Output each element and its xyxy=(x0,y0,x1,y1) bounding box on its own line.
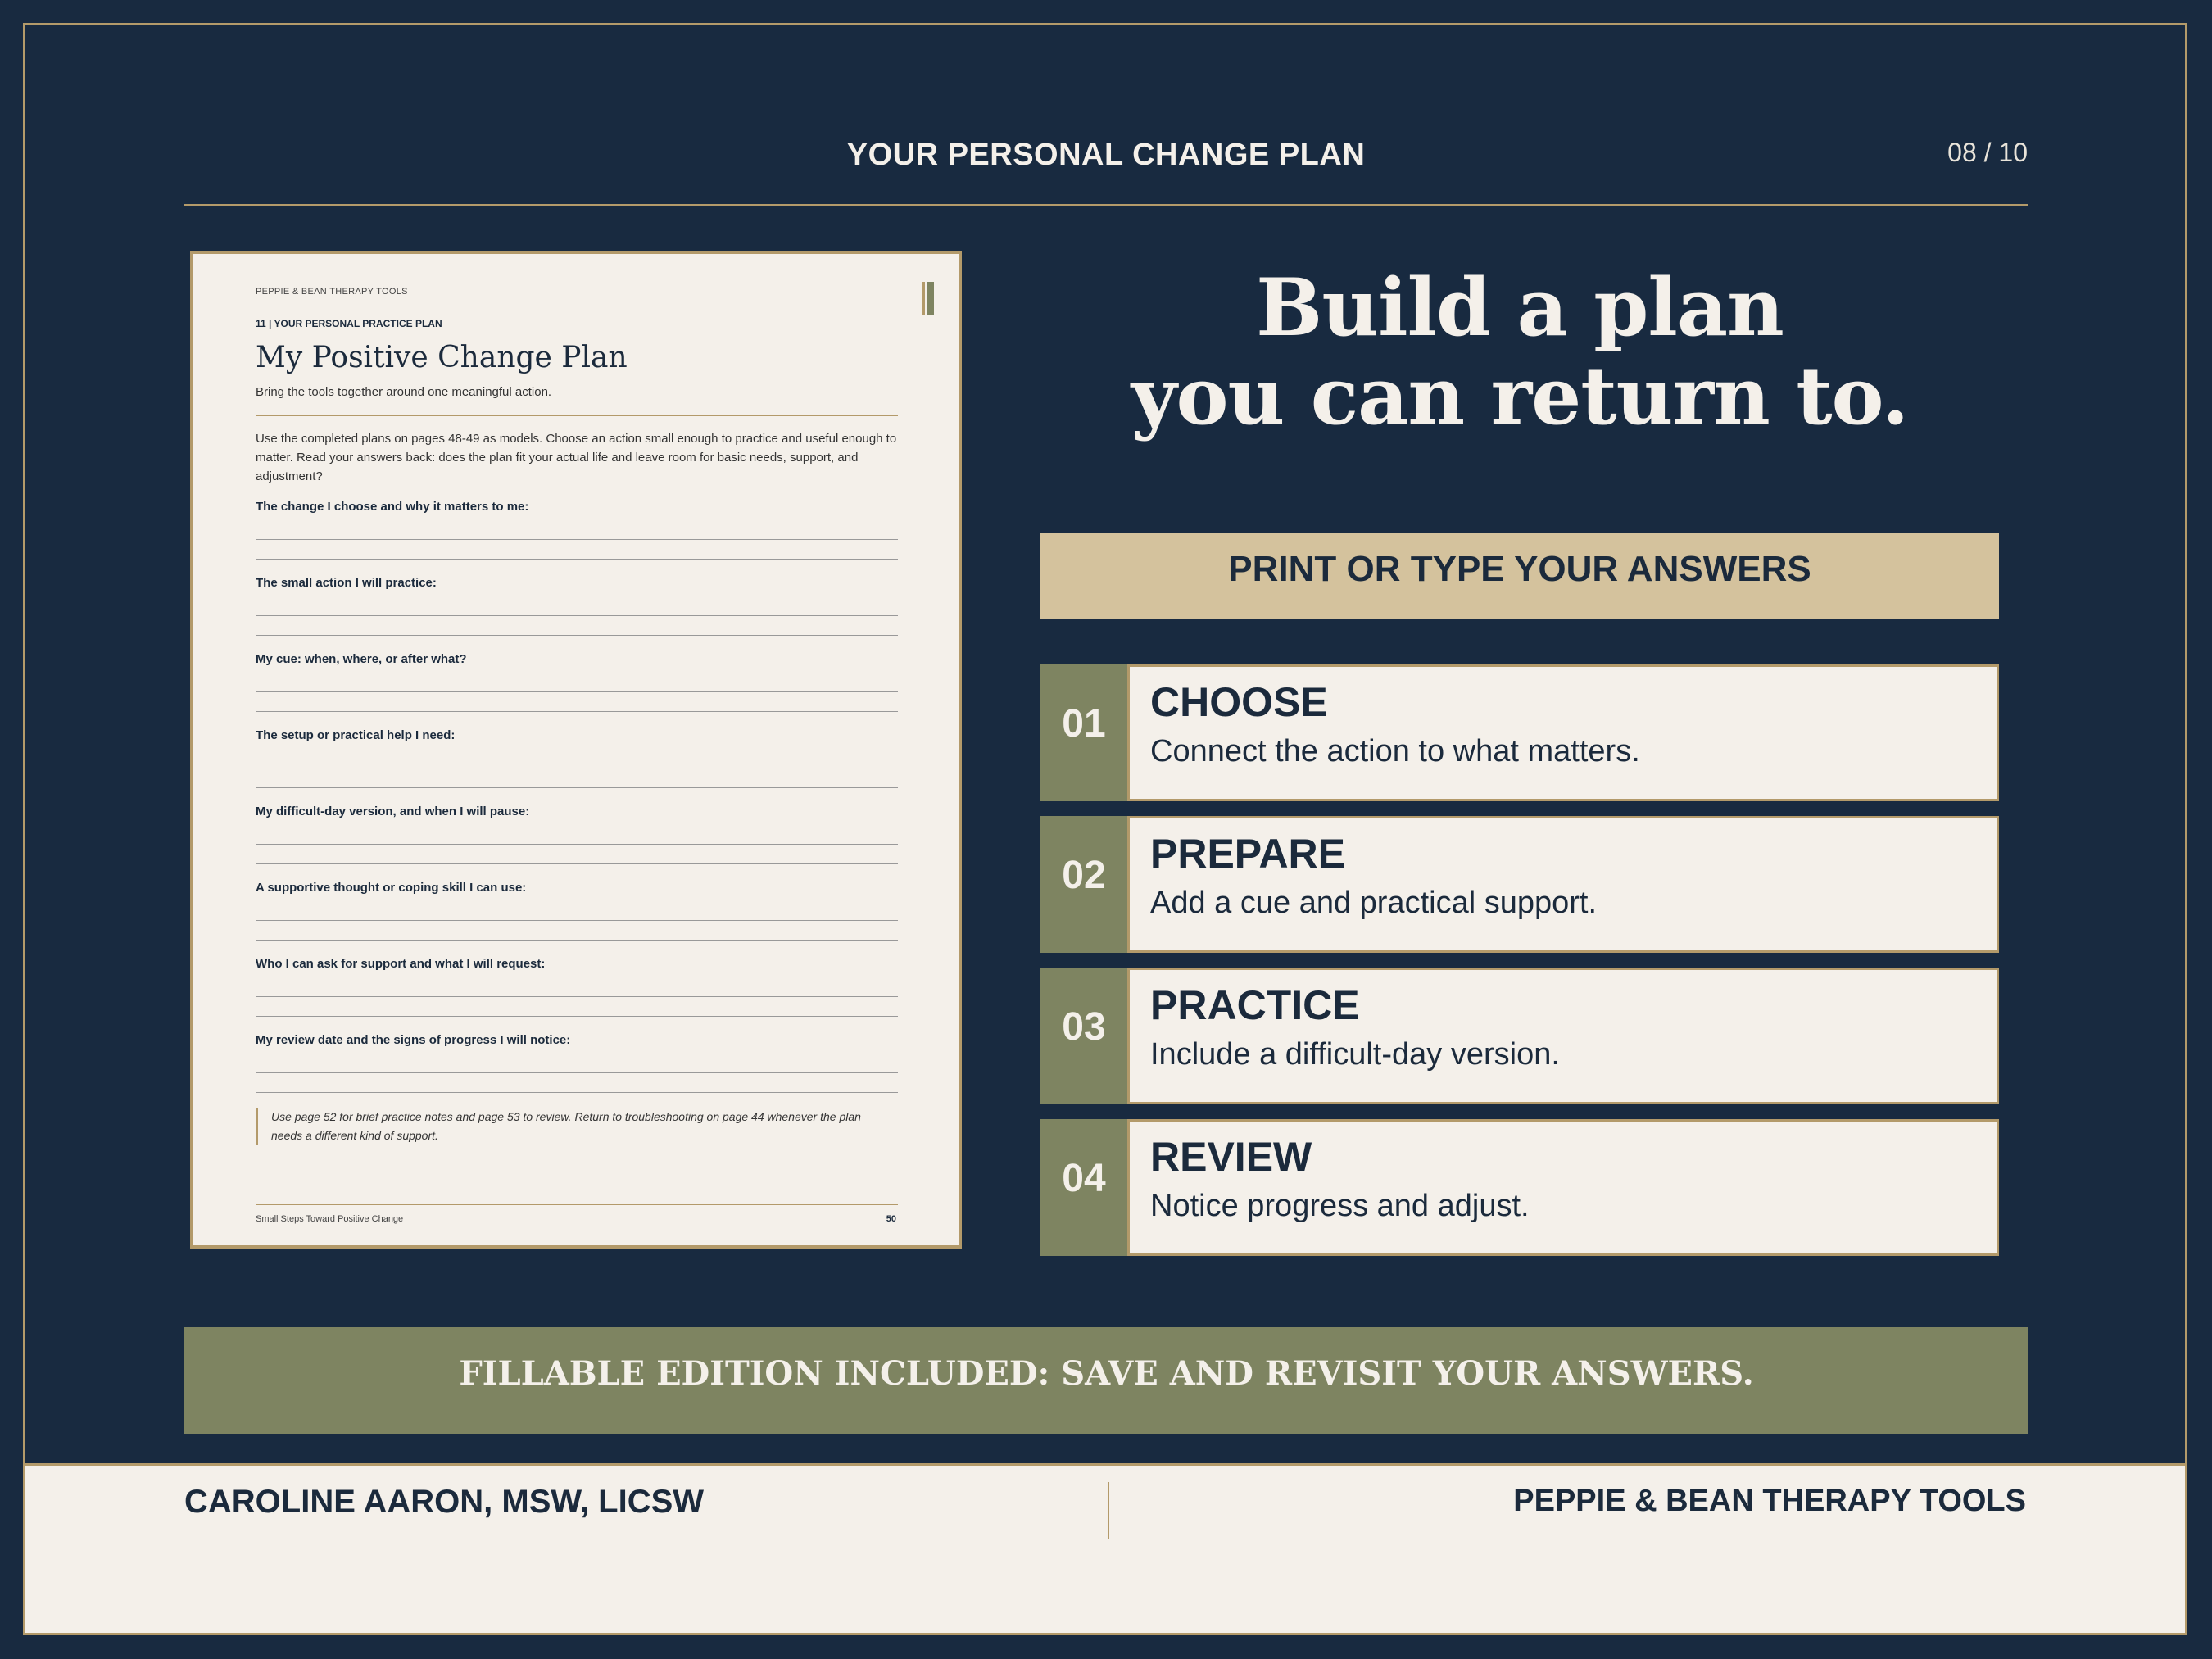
footer-divider xyxy=(1108,1482,1109,1539)
worksheet-section: 11 | YOUR PERSONAL PRACTICE PLAN xyxy=(256,318,442,329)
worksheet-note: Use page 52 for brief practice notes and page 53 to review. Return to troubleshooting on page 44 whenever the plan needs a different kind of support. xyxy=(256,1108,894,1145)
worksheet-page-number: 50 xyxy=(886,1214,896,1224)
footer xyxy=(23,1463,2187,1635)
headline-line-1: Build a plan xyxy=(1256,261,1784,354)
worksheet-accent-bars xyxy=(922,282,934,315)
step-card xyxy=(1127,664,1999,801)
step-description: Notice progress and adjust. xyxy=(1150,1189,1530,1223)
worksheet-field xyxy=(256,576,898,590)
worksheet-field xyxy=(256,805,898,818)
step-description: Connect the action to what matters. xyxy=(1150,734,1640,768)
headline xyxy=(1040,261,1999,442)
worksheet-field-label: The change I choose and why it matters to me: xyxy=(256,500,529,514)
worksheet-field-label: The setup or practical help I need: xyxy=(256,728,456,742)
step-prepare xyxy=(1040,816,1999,953)
worksheet-field-label: Who I can ask for support and what I will request: xyxy=(256,957,546,971)
step-choose xyxy=(1040,664,1999,801)
worksheet-org: PEPPIE & BEAN THERAPY TOOLS xyxy=(256,287,408,297)
step-practice xyxy=(1040,968,1999,1104)
page-header-title: YOUR PERSONAL CHANGE PLAN xyxy=(846,138,1366,172)
worksheet-field xyxy=(256,728,898,742)
step-review xyxy=(1040,1119,1999,1256)
answers-banner: PRINT OR TYPE YOUR ANSWERS xyxy=(1040,533,1999,619)
step-number: 03 xyxy=(1040,968,1127,1104)
worksheet-preview xyxy=(190,251,962,1249)
step-number: 01 xyxy=(1040,664,1127,801)
worksheet-divider xyxy=(256,415,898,416)
worksheet-field xyxy=(256,957,898,971)
step-card xyxy=(1127,1119,1999,1256)
footer-author: CAROLINE AARON, MSW, LICSW xyxy=(184,1484,705,1520)
worksheet-subtitle: Bring the tools together around one meaningful action. xyxy=(256,385,552,399)
footer-brand: PEPPIE & BEAN THERAPY TOOLS xyxy=(1513,1484,2026,1518)
step-title: PREPARE xyxy=(1150,831,1346,877)
step-description: Add a cue and practical support. xyxy=(1150,886,1598,920)
worksheet-field xyxy=(256,881,898,895)
worksheet-field-label: My cue: when, where, or after what? xyxy=(256,652,467,666)
worksheet-footer-text: Small Steps Toward Positive Change xyxy=(256,1214,404,1224)
step-card xyxy=(1127,816,1999,953)
fillable-edition-band: FILLABLE EDITION INCLUDED: SAVE AND REVISIT YOUR ANSWERS. xyxy=(184,1327,2028,1434)
worksheet-title: My Positive Change Plan xyxy=(256,341,628,374)
worksheet-intro: Use the completed plans on pages 48-49 as models. Choose an action small enough to practice and useful enough to matter. Read your answers back: does the plan fit your actual life and leave room for basic needs, support, and adjustment? xyxy=(256,432,897,483)
worksheet-field-label: A supportive thought or coping skill I can use: xyxy=(256,881,527,895)
headline-line-2: you can return to. xyxy=(1131,350,1909,442)
header-divider xyxy=(184,204,2028,206)
worksheet-field-label: The small action I will practice: xyxy=(256,576,437,590)
step-card xyxy=(1127,968,1999,1104)
step-title: PRACTICE xyxy=(1150,982,1360,1028)
step-title: REVIEW xyxy=(1150,1134,1312,1180)
worksheet-field xyxy=(256,652,898,666)
step-title: CHOOSE xyxy=(1150,679,1328,725)
step-description: Include a difficult-day version. xyxy=(1150,1037,1560,1072)
worksheet-field-label: My review date and the signs of progress I will notice: xyxy=(256,1033,571,1047)
step-number: 04 xyxy=(1040,1119,1127,1256)
worksheet-field-label: My difficult-day version, and when I will pause: xyxy=(256,805,530,818)
page-number: 08 / 10 xyxy=(1947,138,2028,167)
worksheet-field xyxy=(256,500,898,514)
worksheet-footer-divider xyxy=(256,1204,898,1205)
worksheet-field xyxy=(256,1033,898,1047)
step-number: 02 xyxy=(1040,816,1127,953)
